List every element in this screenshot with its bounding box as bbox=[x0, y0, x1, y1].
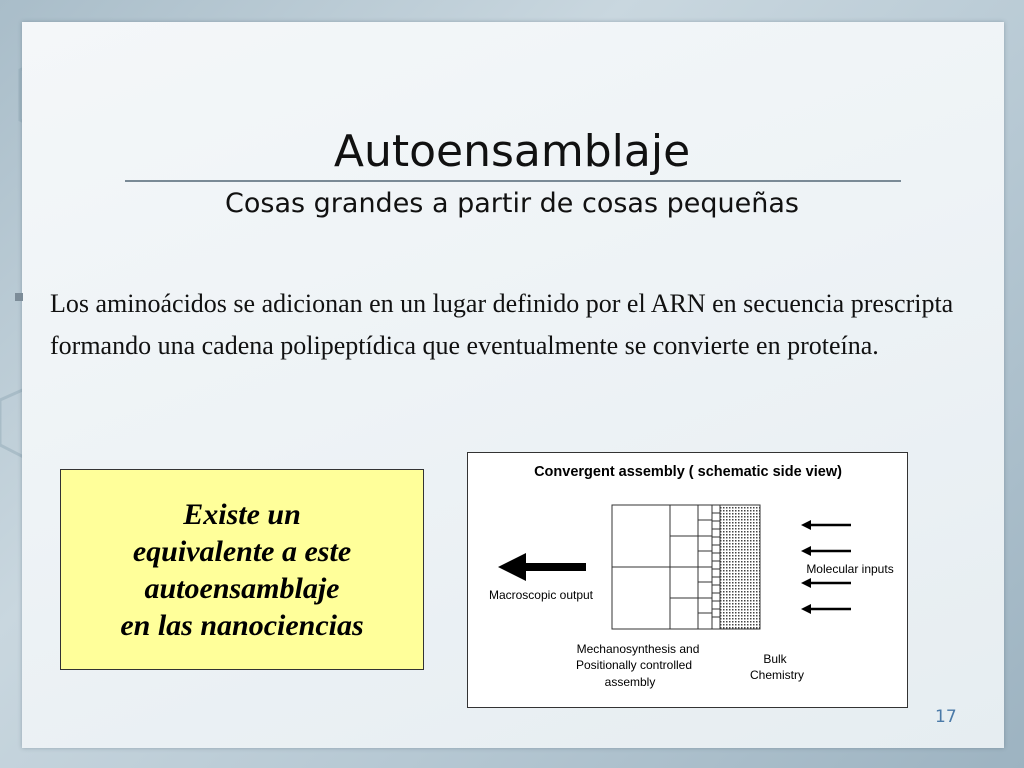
title-divider bbox=[125, 180, 901, 182]
tiny-block-column bbox=[712, 505, 720, 629]
callout-line: en las nanociencias bbox=[120, 608, 364, 642]
callout-line: equivalente a este bbox=[132, 534, 352, 568]
bullet-text: Los aminoácidos se adicionan en un lugar definido por el ARN en secuencia prescripta formando una cadena polipeptídica que eventualmente se convierte en proteína. bbox=[50, 289, 954, 360]
mechanosynthesis-label: assembly bbox=[604, 675, 656, 689]
page-number: 17 bbox=[935, 707, 957, 727]
callout-line: Existe un bbox=[183, 497, 301, 531]
macroscopic-output-label: Macroscopic output bbox=[488, 588, 594, 602]
mechanosynthesis-label: Positionally controlled bbox=[575, 658, 693, 672]
callout-line: autoensamblaje bbox=[144, 571, 340, 605]
mechanosynthesis-label: Mechanosynthesis and bbox=[576, 642, 700, 656]
figure-title: Convergent assembly ( schematic side view) bbox=[534, 464, 842, 480]
assembly-schematic bbox=[468, 453, 909, 709]
molecular-inputs-label: Molecular inputs bbox=[806, 562, 894, 576]
convergent-assembly-figure bbox=[467, 452, 908, 708]
callout-box bbox=[60, 469, 424, 670]
bulk-chemistry-label: Chemistry bbox=[749, 668, 805, 682]
bulk-chemistry-label: Bulk bbox=[763, 652, 787, 666]
bulk-dotted-region bbox=[720, 505, 760, 629]
slide-title: Autoensamblaje bbox=[333, 126, 691, 177]
slide-subtitle: Cosas grandes a partir de cosas pequeñas bbox=[225, 188, 799, 219]
small-block-column bbox=[698, 505, 712, 629]
assembly-blocks bbox=[612, 505, 760, 629]
bullet-square-icon bbox=[15, 293, 23, 301]
output-arrow-icon bbox=[498, 553, 586, 581]
